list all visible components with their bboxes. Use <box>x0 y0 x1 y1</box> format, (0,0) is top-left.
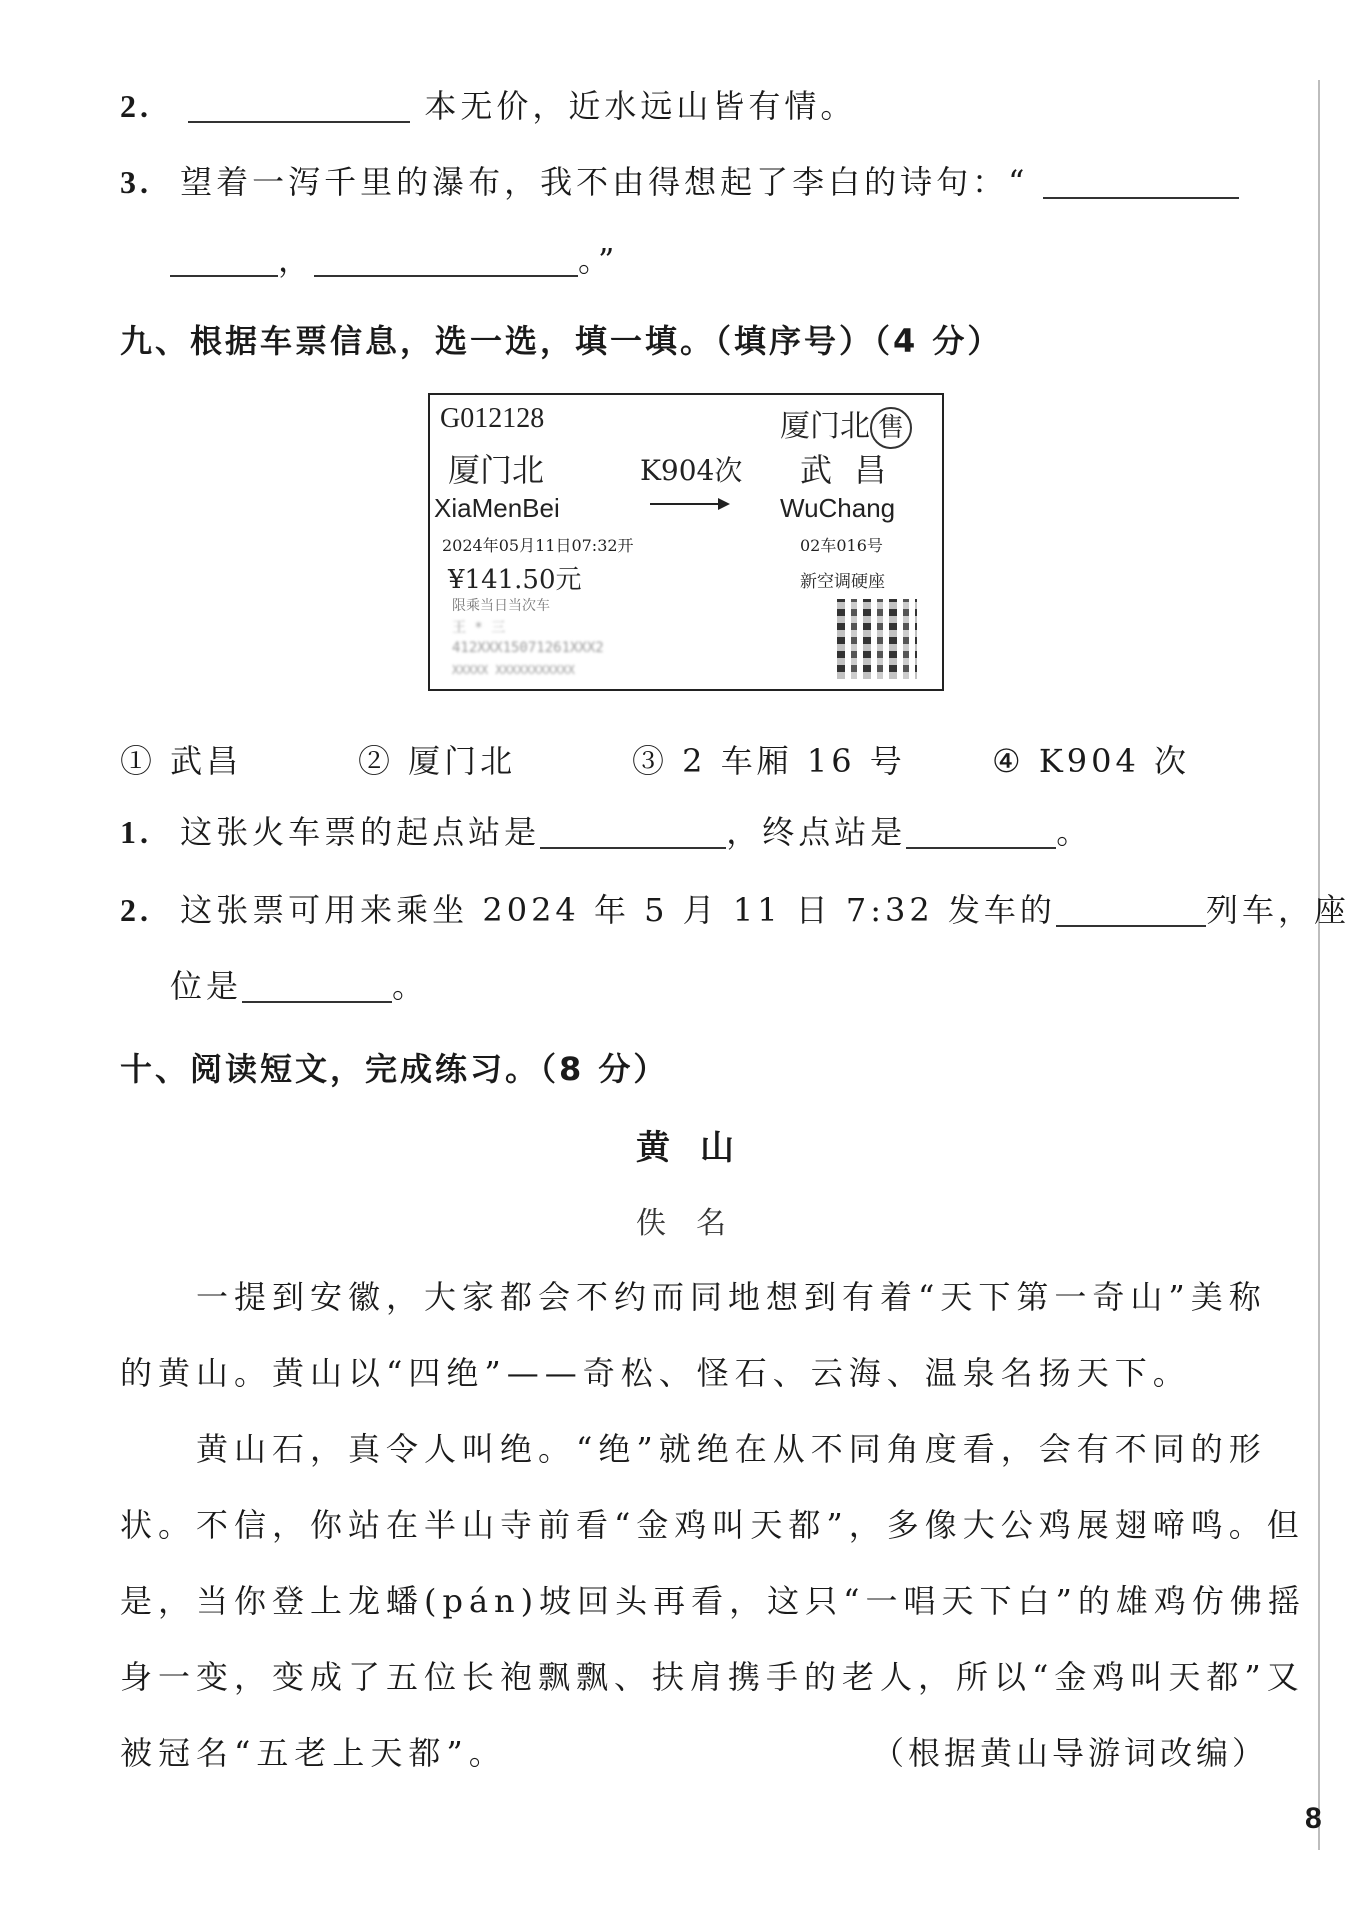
qr-code-icon <box>837 599 917 679</box>
ticket-from-pinyin: XiaMenBei <box>434 493 560 523</box>
ticket-seat: 02车016号 <box>800 536 883 555</box>
answer-blank[interactable] <box>170 243 278 277</box>
question-text: 。 <box>392 967 429 1005</box>
ticket-to-pinyin: WuChang <box>780 493 896 523</box>
ticket-datetime: 2024年05月11日07:32开 <box>442 536 634 555</box>
seat-blank[interactable] <box>242 969 392 1003</box>
option-3: ③ 2 车厢 16 号 <box>632 742 906 780</box>
passage-source: （根据黄山导游词改编） <box>872 1734 1269 1772</box>
question-text: 望着一泻千里的瀑布，我不由得想起了李白的诗句：“ <box>180 163 1029 201</box>
answer-blank[interactable] <box>188 89 410 123</box>
question-8-2 <box>120 86 856 126</box>
option-1: ① 武昌 <box>120 742 243 780</box>
ticket-sold-station <box>780 401 912 449</box>
section-10-heading: 十、阅读短文，完成练习。（8 分） <box>120 1050 669 1088</box>
question-text: 位是 <box>170 967 243 1005</box>
question-8-3 <box>120 162 1239 202</box>
ticket-seat-class: 新空调硬座 <box>800 572 885 592</box>
option-4: ④ K904 次 <box>992 742 1191 780</box>
margin-rule <box>1318 80 1320 1850</box>
option-2: ② 厦门北 <box>358 742 517 780</box>
question-number: 2. <box>120 88 152 124</box>
paragraph-line: 身一变，变成了五位长袍飘飘、扶肩携手的老人，所以“金鸡叫天都”又 <box>120 1658 1305 1696</box>
train-blank[interactable] <box>1056 893 1206 927</box>
ticket-note: 限乘当日当次车 <box>452 598 550 614</box>
question-text: 。 <box>1056 813 1093 851</box>
answer-blank[interactable] <box>314 243 578 277</box>
question-number: 3. <box>120 164 152 200</box>
train-ticket <box>428 393 944 691</box>
question-text: 这张票可用来乘坐 2024 年 5 月 11 日 7:32 发车的 <box>180 891 1056 929</box>
ticket-serial: G012128 <box>440 403 545 434</box>
paragraph-line: 是，当你登上龙蟠(pán)坡回头再看，这只“一唱天下白”的雄鸡仿佛摇 <box>120 1582 1306 1620</box>
paragraph-line: 一提到安徽，大家都会不约而同地想到有着“天下第一奇山”美称 <box>196 1278 1267 1316</box>
ticket-from-station: 厦门北 <box>448 451 545 489</box>
page-number: 8 <box>1305 1802 1322 1835</box>
answer-blank[interactable] <box>1043 165 1239 199</box>
ticket-passenger-name: 王 * 三 <box>452 620 506 636</box>
direction-arrow-icon <box>650 503 728 505</box>
paragraph-line: 黄山石，真令人叫绝。“绝”就绝在从不同角度看，会有不同的形 <box>196 1430 1267 1468</box>
question-8-3-continued <box>170 240 618 280</box>
question-text: ，终点站是 <box>726 813 907 851</box>
closing-text: 。” <box>578 241 619 279</box>
question-text: 列车，座 <box>1205 891 1350 929</box>
question-9-1 <box>120 812 1092 852</box>
sold-station-text: 厦门北 <box>780 409 870 444</box>
passage-author: 佚名 <box>636 1206 756 1241</box>
question-number: 2. <box>120 892 152 928</box>
sold-stamp-icon: 售 <box>870 407 912 449</box>
question-9-2-continued <box>170 966 428 1006</box>
end-station-blank[interactable] <box>906 815 1056 849</box>
question-text: 这张火车票的起点站是 <box>180 813 541 851</box>
ticket-passenger-id: 412XXX15071261XXX2 <box>452 640 604 656</box>
start-station-blank[interactable] <box>540 815 726 849</box>
question-9-2 <box>120 890 1350 930</box>
question-text: 本无价，近水远山皆有情。 <box>424 87 857 125</box>
paragraph-line: 状。不信，你站在半山寺前看“金鸡叫天都”，多像大公鸡展翅啼鸣。但 <box>120 1506 1305 1544</box>
paragraph-line: 被冠名“五老上天都”。 <box>120 1734 507 1772</box>
paragraph-line: 的黄山。黄山以“四绝”——奇松、怪石、云海、温泉名扬天下。 <box>120 1354 1191 1392</box>
ticket-to-station: 武 昌 <box>800 451 893 489</box>
ticket-price: ¥141.50元 <box>448 565 582 595</box>
section-9-heading: 九、根据车票信息，选一选，填一填。（填序号）（4 分） <box>120 322 1003 360</box>
ticket-train-number: K904次 <box>640 454 743 487</box>
ticket-code: XXXXX XXXXXXXXXXX <box>452 663 575 677</box>
comma-text: ， <box>278 241 315 279</box>
passage-title: 黄山 <box>636 1128 764 1168</box>
question-number: 1. <box>120 814 152 850</box>
